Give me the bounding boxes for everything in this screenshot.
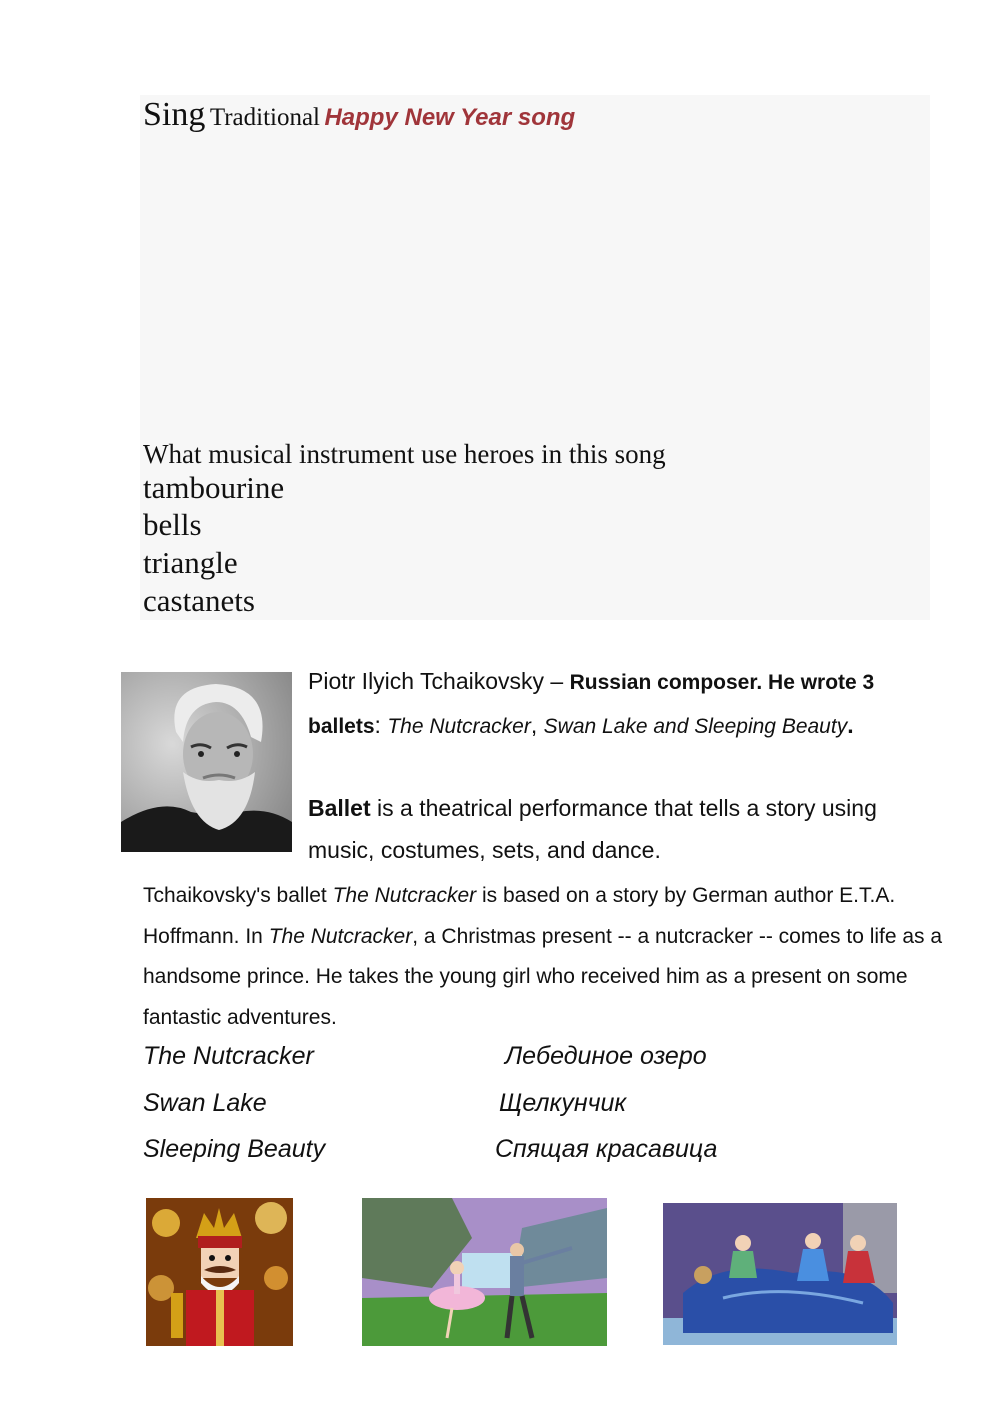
sleeping-beauty-image [663, 1203, 897, 1345]
option-triangle[interactable]: triangle [143, 545, 238, 580]
song-title: Happy New Year song [324, 104, 576, 131]
sing-word: Sing [143, 96, 206, 133]
ballet-term: Ballet [308, 795, 371, 821]
song-panel [140, 95, 930, 620]
match-english-1[interactable]: The Nutcracker [143, 1042, 314, 1070]
ballet-nutcracker: The Nutcracker [387, 715, 531, 738]
composer-name: Piotr Ilyich Tchaikovsky [308, 668, 545, 694]
ballet-definition-text: is a theatrical performance that tells a story using music, costumes, sets, and dance. [308, 795, 877, 863]
match-russian-3[interactable]: Спящая красавица [495, 1135, 718, 1163]
story-part2: is based on a story by German author E.T.A. Hoffmann. In [143, 884, 896, 948]
song-heading [143, 96, 575, 134]
ballet-definition [308, 787, 928, 871]
story-title2: The Nutcracker [268, 924, 413, 948]
nutcracker-image [146, 1198, 293, 1346]
option-tambourine[interactable]: tambourine [143, 470, 285, 505]
match-english-3[interactable]: Sleeping Beauty [143, 1135, 326, 1163]
composer-colon: : [374, 712, 388, 738]
story-paragraph [143, 876, 943, 1038]
traditional-word: Traditional [209, 104, 321, 131]
story-part1: Tchaikovsky's ballet [143, 884, 333, 907]
composer-intro: Russian composer. He wrote 3 ballets [308, 671, 875, 738]
instrument-question: What musical instrument use heroes in this song [143, 439, 666, 469]
match-russian-2[interactable]: Щелкунчик [499, 1089, 627, 1117]
composer-comma: , [530, 712, 544, 738]
swan-lake-image [362, 1198, 607, 1346]
story-title1: The Nutcracker [332, 884, 477, 907]
tchaikovsky-portrait [121, 672, 292, 852]
ballets-rest: Swan Lake and Sleeping Beauty [543, 715, 848, 738]
composer-dash: – [544, 668, 570, 694]
match-russian-1[interactable]: Лебединое озеро [505, 1042, 707, 1070]
option-bells[interactable]: bells [143, 507, 202, 542]
composer-period: . [847, 712, 854, 738]
option-castanets[interactable]: castanets [143, 583, 255, 618]
match-english-2[interactable]: Swan Lake [143, 1089, 267, 1117]
story-part3: , a Christmas present -- a nutcracker -- comes to life as a handsome prince. He takes the young girl who received him as a present on some fantastic adventures. [143, 924, 943, 1029]
composer-paragraph [308, 660, 928, 748]
